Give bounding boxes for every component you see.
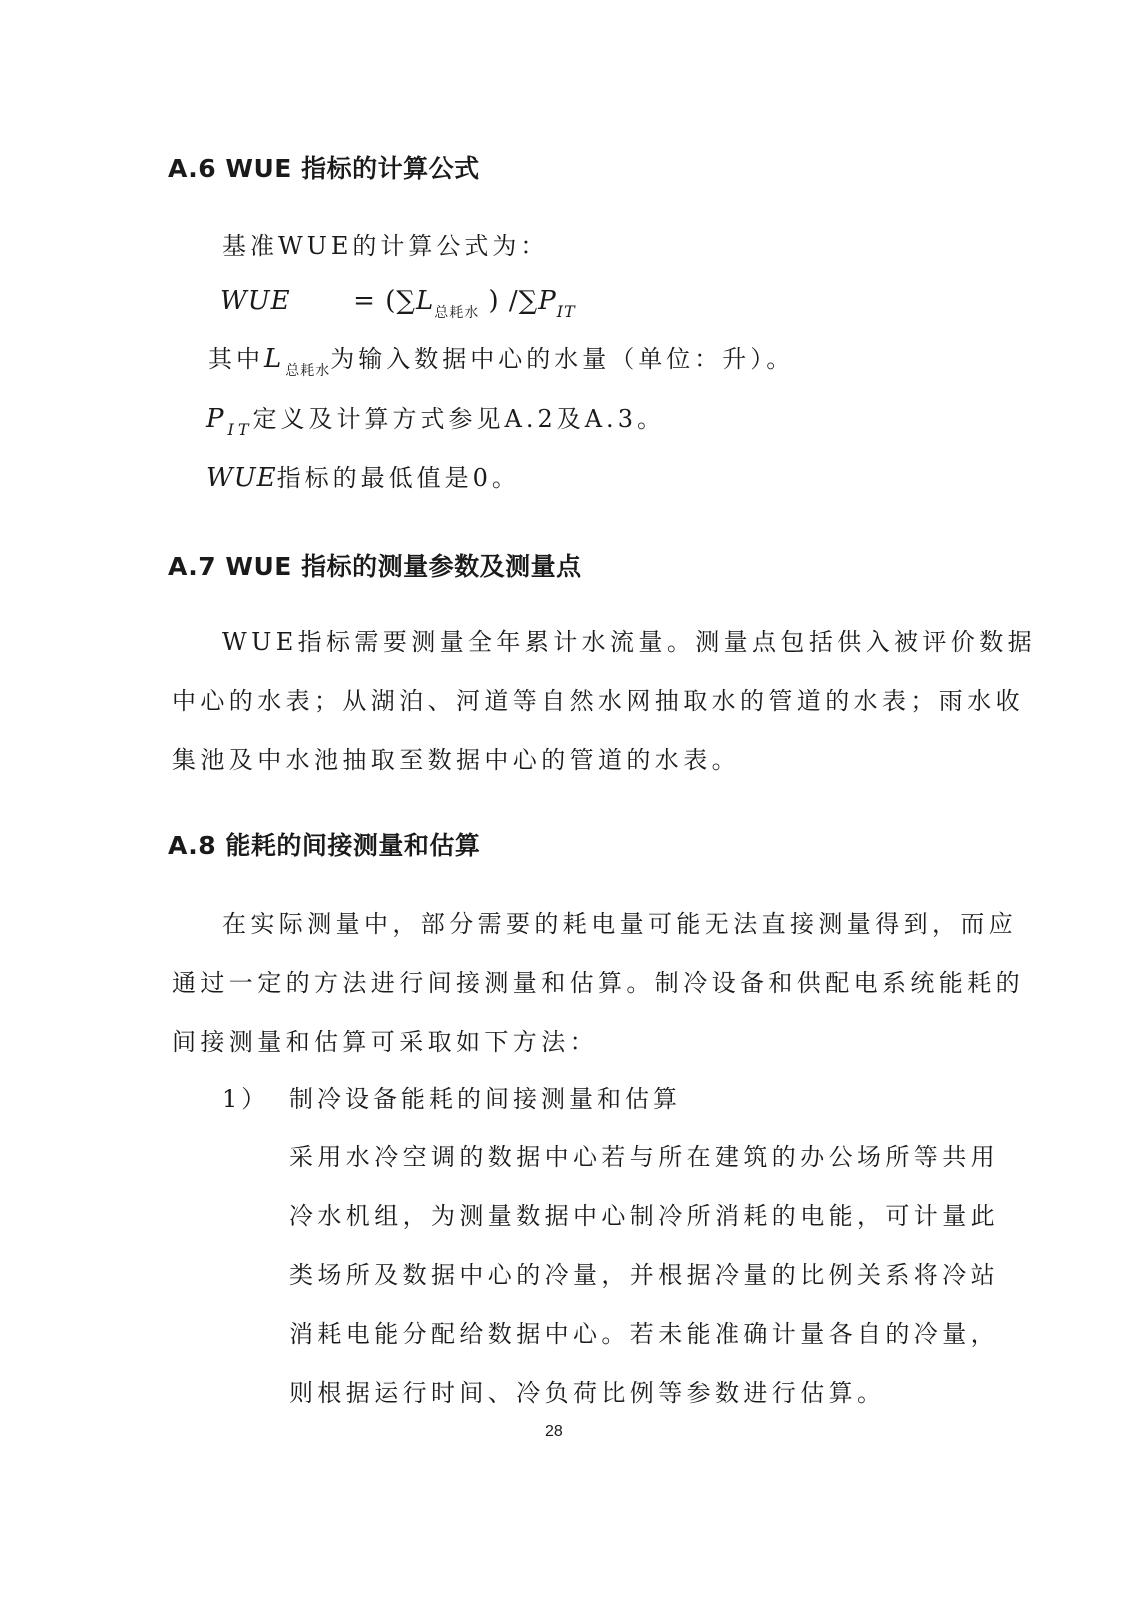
wue-min-text: 指标的最低值是0。 [276, 464, 520, 492]
paragraph-line: 通过一定的方法进行间接测量和估算。制冷设备和供配电系统能耗的 [172, 969, 1024, 997]
where-line [208, 346, 794, 378]
where-prefix: 其中 [208, 345, 264, 373]
list-item-body [289, 1128, 999, 1423]
paragraph-a8 [172, 895, 1024, 1072]
paragraph-line: 在实际测量中，部分需要的耗电量可能无法直接测量得到，而应 [222, 910, 1018, 938]
section-heading-a6: A.6 WUE 指标的计算公式 [168, 154, 480, 183]
pit-text: 定义及计算方式参见A.2及A.3。 [252, 405, 665, 433]
wue-min-symbol: WUE [206, 463, 277, 493]
list-item-line: 则根据运行时间、冷负荷比例等参数进行估算。 [289, 1379, 886, 1407]
paragraph-line: 间接测量和估算可采取如下方法： [172, 1028, 598, 1056]
paragraph-a7 [172, 613, 1037, 790]
paragraph-line: 集池及中水池抽取至数据中心的管道的水表。 [172, 746, 740, 774]
paragraph-line: WUE指标需要测量全年累计水流量。测量点包括供入被评价数据 [222, 628, 1037, 656]
paragraph-line: 中心的水表；从湖泊、河道等自然水网抽取水的管道的水表；雨水收 [172, 687, 1024, 715]
pit-symbol: P [206, 404, 228, 434]
wue-formula [220, 286, 576, 322]
where-subscript: 总耗水 [285, 363, 331, 379]
formula-p-symbol: P [538, 286, 557, 316]
formula-close: ) [488, 286, 500, 316]
formula-open-sum: (∑ [385, 286, 416, 316]
formula-lhs: WUE [220, 286, 291, 316]
list-item-line: 类场所及数据中心的冷量，并根据冷量的比例关系将冷站 [289, 1261, 999, 1289]
formula-l-subscript: 总耗水 [434, 305, 480, 321]
list-item-line: 冷水机组，为测量数据中心制冷所消耗的电能，可计量此 [289, 1202, 999, 1230]
list-item-line: 采用水冷空调的数据中心若与所在建筑的办公场所等共用 [289, 1143, 999, 1171]
formula-p-subscript: IT [556, 302, 576, 321]
page-number: 28 [545, 1423, 563, 1440]
list-item-number: 1） [222, 1085, 270, 1113]
pit-definition-line [206, 406, 665, 438]
section-heading-a7: A.7 WUE 指标的测量参数及测量点 [168, 552, 582, 581]
list-item-line: 消耗电能分配给数据中心。若未能准确计量各自的冷量， [289, 1320, 999, 1348]
list-item-title: 制冷设备能耗的间接测量和估算 [289, 1085, 681, 1113]
formula-l-symbol: L [415, 286, 435, 316]
formula-divide-sum: /∑ [508, 286, 539, 316]
where-text: 为输入数据中心的水量（单位：升）。 [330, 345, 795, 373]
pit-subscript: IT [227, 420, 253, 439]
formula-intro: 基准WUE的计算公式为： [222, 232, 549, 260]
formula-equals: = [353, 286, 376, 316]
where-symbol: L [264, 344, 286, 374]
wue-min-line [206, 465, 520, 491]
section-heading-a8: A.8 能耗的间接测量和估算 [168, 831, 481, 860]
